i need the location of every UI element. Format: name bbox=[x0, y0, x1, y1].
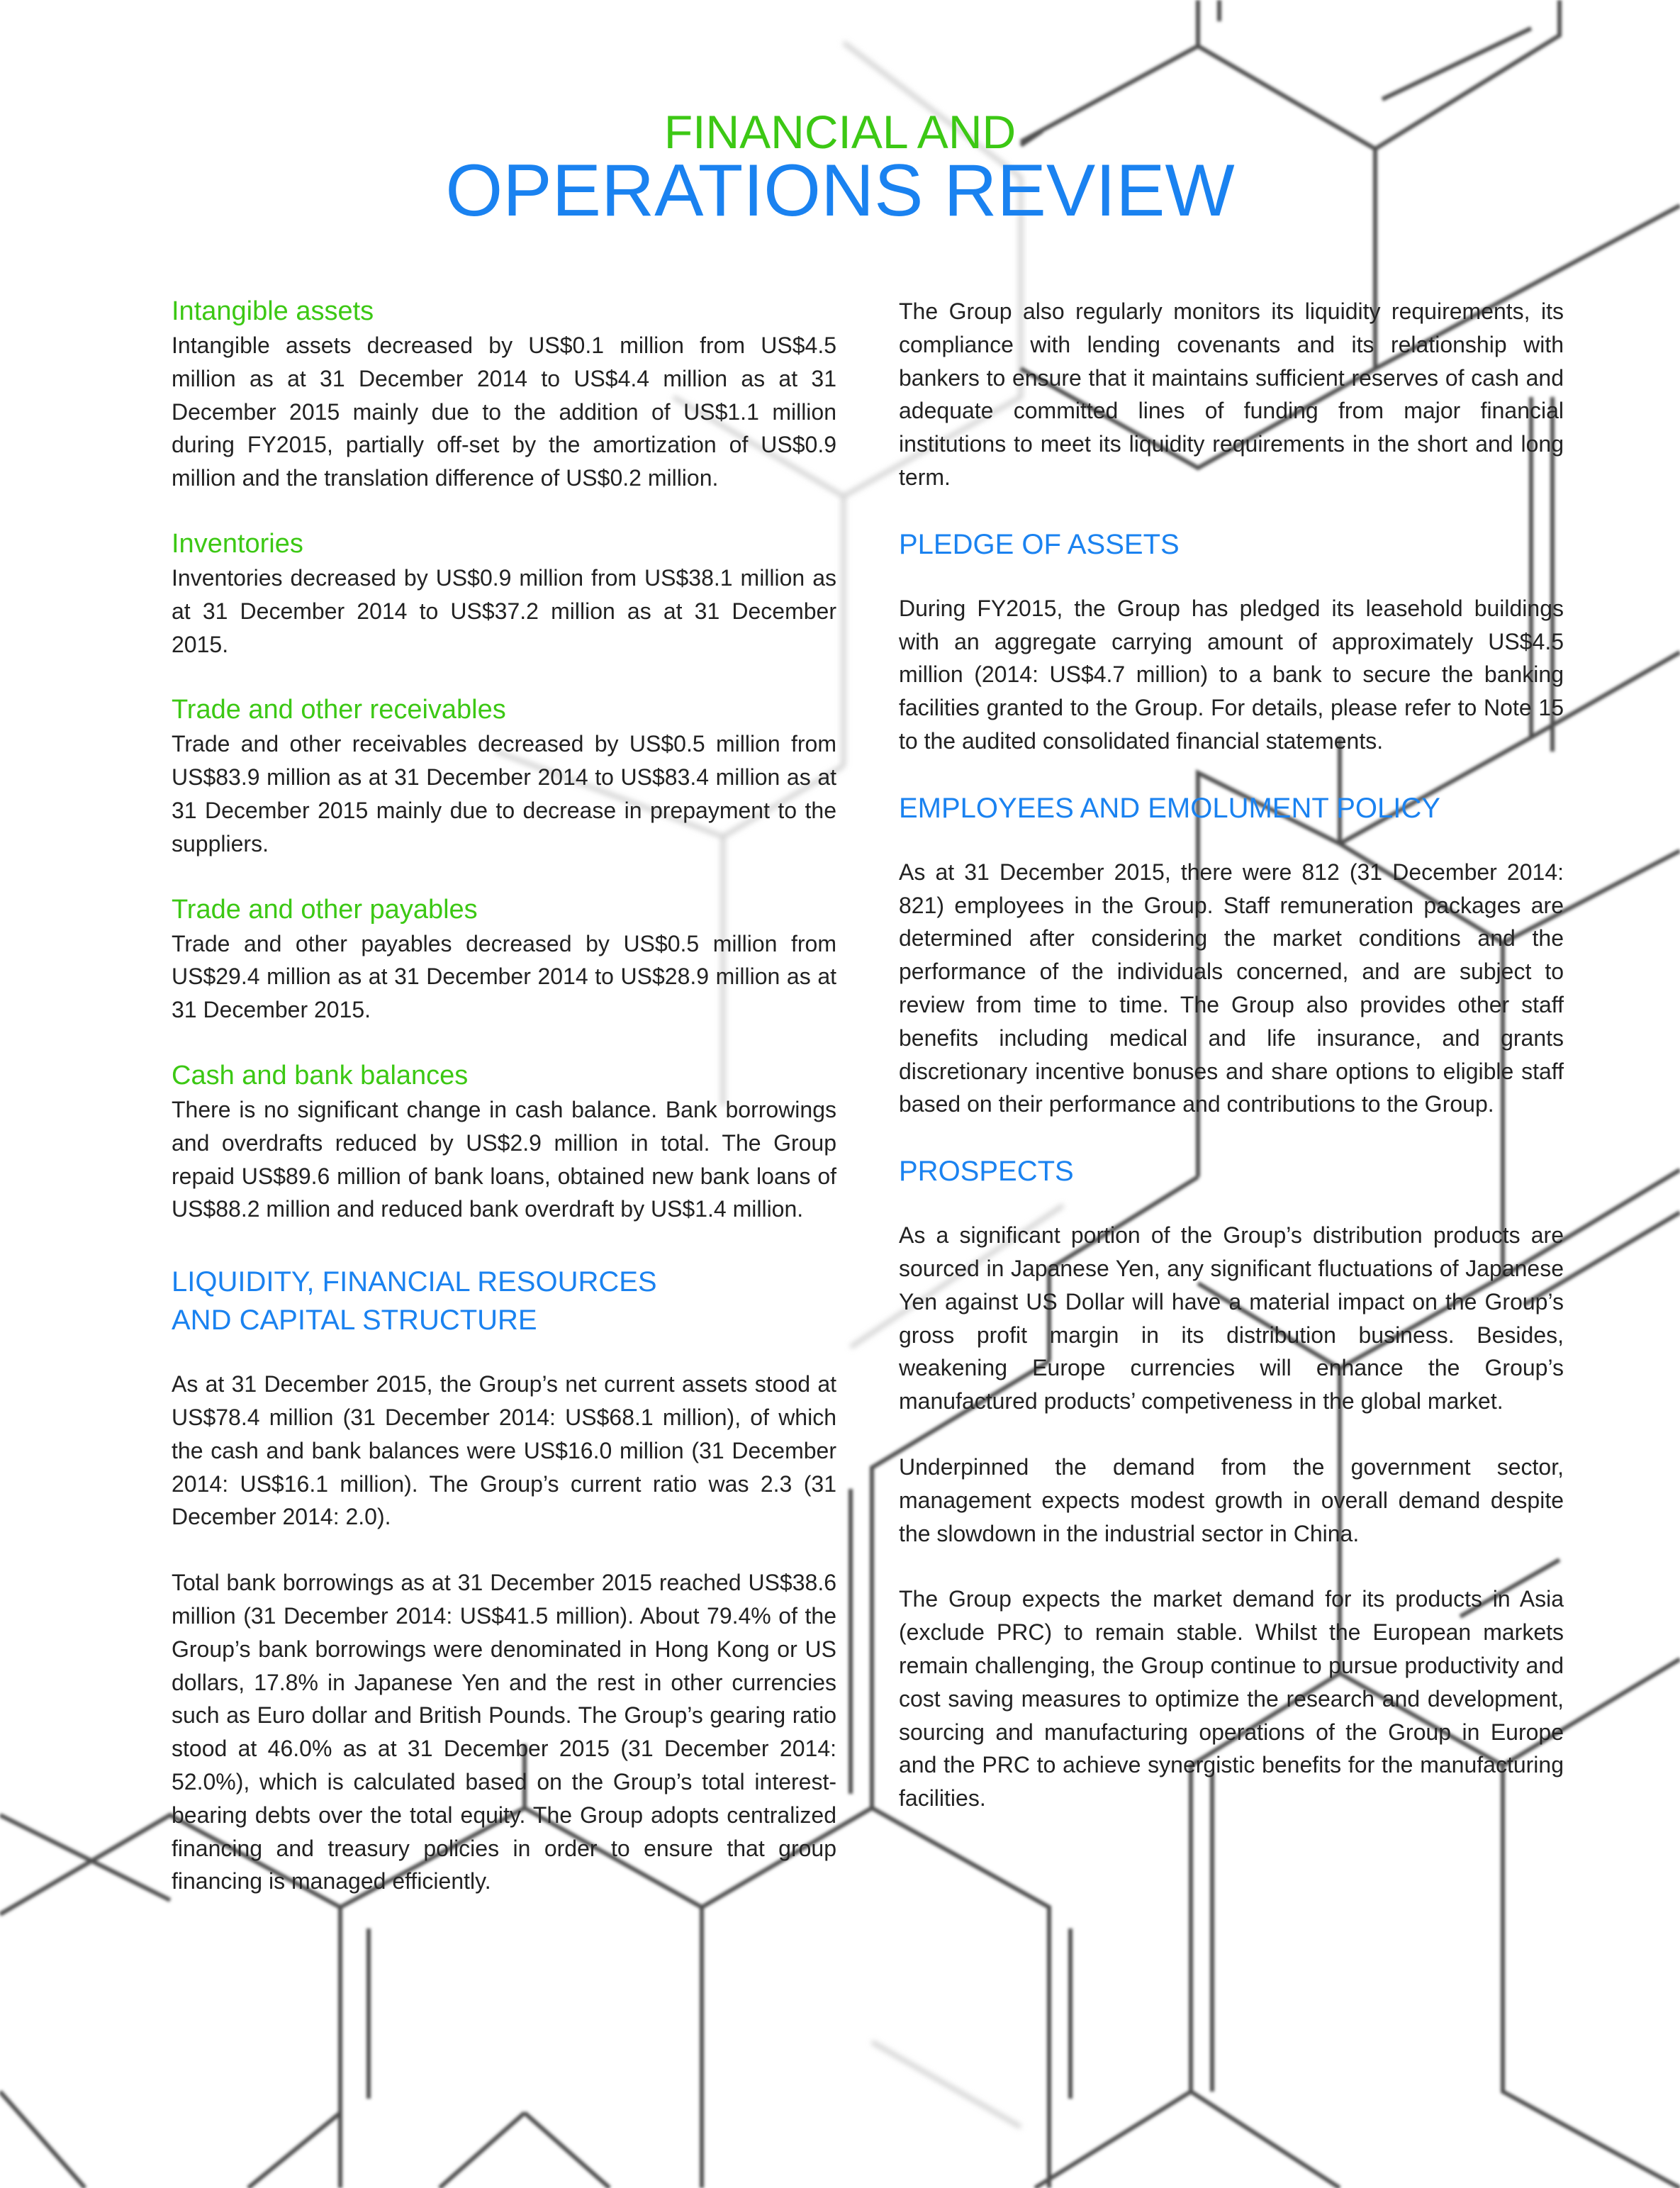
section-payables bbox=[172, 893, 836, 1027]
paragraph-prospects-3: The Group expects the market demand for its products in Asia (exclude PRC) to remain stable. Whilst the European markets remain challenging, the Group continue to pursue productivity and cost saving measures to optimize the research and development, sourcing and manufacturing operations of the Group in Europe and the PRC to achieve synergistic benefits for the manufacturing facilities. bbox=[899, 1586, 1564, 1812]
subheading-receivables: Trade and other receivables bbox=[172, 695, 506, 725]
subheading-cash: Cash and bank balances bbox=[172, 1060, 469, 1090]
section-liquidity bbox=[172, 1263, 836, 1898]
subheading-intangible-assets: Intangible assets bbox=[172, 296, 374, 326]
section-pledge bbox=[899, 525, 1564, 758]
paragraph-liquidity-1: As at 31 December 2015, the Group’s net current assets stood at US$78.4 million (31 December 2014: US$68.1 million), of which the cash and bank balances were US$16.0 million (31 December 2014: US$16.1 million). The Group’s current ratio was 2.3 (31 December 2014: 2.0). bbox=[172, 1371, 836, 1530]
subheading-payables: Trade and other payables bbox=[172, 894, 478, 925]
paragraph-cash: There is no significant change in cash balance. Bank borrowings and overdrafts reduced by US$2.9 million in total. The Group repaid US$89.6 million of bank loans, obtained new bank loans of US$88.2 million and reduced bank overdraft by US$1.4 million. bbox=[172, 1096, 836, 1222]
paragraph-employees: As at 31 December 2015, there were 812 (31 December 2014: 821) employees in the Group. Staff remuneration packages are determined after considering the market conditions and the performance of the individuals concerned, and are subject to review from time to time. The Group also provides other staff benefits including medical and life insurance, and grants discretionary incentive bonuses and share options to eligible staff based on their performance and contributions to the Group. bbox=[899, 859, 1564, 1117]
page-title-block bbox=[0, 106, 1680, 232]
section-prospects bbox=[899, 1152, 1564, 1815]
paragraph-intangible-assets: Intangible assets decreased by US$0.1 million from US$4.5 million as at 31 December 2014 to US$4.4 million as at 31 December 2015 mainly due to the addition of US$1.1 million during FY2015, partially off-set by the amortization of US$0.9 million and the translation difference of US$0.2 million. bbox=[172, 333, 836, 491]
page-footer: MP REPO bbox=[786, 2095, 894, 2119]
paragraph-pledge: During FY2015, the Group has pledged its leasehold buildings with an aggregate carrying amount of approximately US$4.5 million (2014: US$4.7 million) to a bank to secure the banking facilities granted to the Group. For details, please refer to Note 15 to the audited consolidated financial statements. bbox=[899, 595, 1564, 754]
subheading-inventories: Inventories bbox=[172, 528, 303, 559]
section-receivables bbox=[172, 693, 836, 860]
right-column bbox=[899, 295, 1564, 1815]
section-inventories bbox=[172, 528, 836, 661]
heading-liquidity-line1: LIQUIDITY, FINANCIAL RESOURCES bbox=[172, 1266, 657, 1298]
heading-liquidity bbox=[172, 1263, 836, 1339]
left-column bbox=[172, 295, 836, 1898]
paragraph-liquidity-2: Total bank borrowings as at 31 December 2015 reached US$38.6 million (31 December 2014: US$41.5 million). About 79.4% of the Group’s bank borrowings were denominated in Hong Kong or US dollars, 17.8% in Japanese Yen and the rest in other currencies such as Euro dollar and British Pounds. The Group’s gearing ratio stood at 46.0% as at 31 December 2015 (31 December 2014: 52.0%), which is calculated based on the Group’s total interest-bearing debts over the total equity. The Group adopts centralized financing and treasury policies in order to ensure that group financing is managed efficiently. bbox=[172, 1570, 836, 1894]
paragraph-prospects-1: As a significant portion of the Group’s distribution products are sourced in Japanese Yen, any significant fluctuations of Japanese Yen against US Dollar will have a material impact on the Group’s gross profit margin in its distribution business. Besides, weakening Europe currencies will enhance the Group’s manufactured products’ competiveness in the global market. bbox=[899, 1222, 1564, 1414]
section-cash bbox=[172, 1059, 836, 1226]
page-title-line1: FINANCIAL AND bbox=[663, 106, 1017, 158]
paragraph-prospects-2: Underpinned the demand from the government sector, management expects modest growth in overall demand despite the slowdown in the industrial sector in China. bbox=[899, 1453, 1564, 1546]
section-employees bbox=[899, 789, 1564, 1121]
paragraph-inventories: Inventories decreased by US$0.9 million from US$38.1 million as at 31 December 2014 to US$37.2 million as at 31 December 2015. bbox=[172, 564, 836, 657]
heading-employees: EMPLOYEES AND EMOLUMENT POLICY bbox=[899, 792, 1440, 824]
heading-pledge: PLEDGE OF ASSETS bbox=[899, 528, 1180, 560]
paragraph-liquidity-continued: The Group also regularly monitors its liquidity requirements, its compliance with lending covenants and its relationship with bankers to ensure that it maintains sufficient reserves of cash and adequate committed lines of funding from major financial institutions to meet its liquidity requirements in the short and long term. bbox=[899, 298, 1564, 490]
section-intangible-assets bbox=[172, 295, 836, 495]
paragraph-receivables: Trade and other receivables decreased by US$0.5 million from US$83.9 million as at 31 December 2014 to US$83.4 million as at 31 December 2015 mainly due to decrease in prepayment to the suppliers. bbox=[172, 731, 836, 856]
page-title-line2: OPERATIONS REVIEW bbox=[445, 150, 1235, 232]
paragraph-payables: Trade and other payables decreased by US$0.5 million from US$29.4 million as at 31 December 2014 to US$28.9 million as at 31 December 2015. bbox=[172, 930, 836, 1023]
heading-prospects: PROSPECTS bbox=[899, 1156, 1074, 1188]
heading-liquidity-line2: AND CAPITAL STRUCTURE bbox=[172, 1305, 537, 1336]
